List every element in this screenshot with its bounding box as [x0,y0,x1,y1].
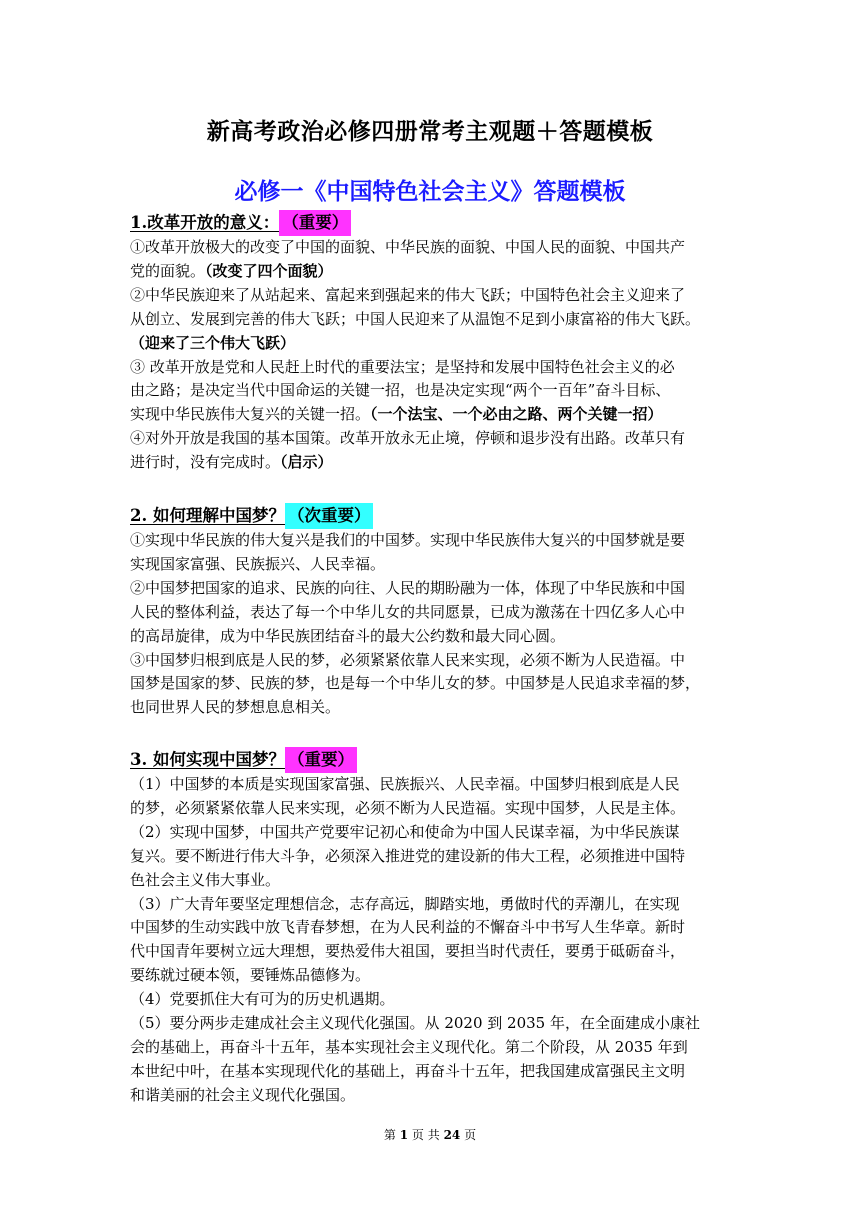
total-page-count: 24 [443,1128,461,1142]
body-line [130,672,740,696]
line-text: （5）要分两步走建成社会主义现代化强国。从 2020 到 2035 年，在全面建成小康社 [130,1014,700,1033]
line-text: ③中国梦归根到底是人民的梦，必须紧紧依靠人民来实现，必须不断为人民造福。中 [130,650,686,669]
line-text: （1）中国梦的本质是实现国家富强、民族振兴、人民幸福。中国梦归根到底是人民 [130,775,680,793]
line-text: 色社会主义伟大事业。 [130,870,281,889]
line-text: 要练就过硬本领，要锤炼品德修为。 [130,966,371,985]
line-text: ②中华民族迎来了从站起来、富起来到强起来的伟大飞跃；中国特色社会主义迎来了 [130,285,686,304]
body-line [130,308,740,332]
body-line [130,696,740,720]
section-heading-text: 1.改革开放的意义： [130,213,280,232]
section-heading [130,503,740,529]
body-line [130,284,740,308]
line-text: 实现国家富强、民族振兴、人民幸福。 [130,554,386,573]
document-subtitle: 必修一《中国特色社会主义》答题模板 [234,179,626,205]
body-line [130,988,740,1012]
importance-tag: （次重要） [285,503,374,529]
body-line [130,773,740,797]
section-heading [130,210,740,236]
line-text: ①改革开放极大的改变了中国的面貌、中华民族的面貌、中国人民的面貌、中国共产 [130,238,686,256]
body-line [130,553,740,577]
footer-text: 页 [464,1128,477,1142]
body-line [130,649,740,673]
line-text: 的高昂旋律，成为中华民族团结奋斗的最大公约数和最大同心圆。 [130,626,566,645]
line-text: 中国梦的生动实践中放飞青春梦想，在为人民利益的不懈奋斗中书写人生华章。新时 [130,918,686,937]
line-text: （2）实现中国梦，中国共产党要牢记初心和使命为中国人民谋幸福，为中华民族谋 [130,822,680,841]
section-1 [130,210,740,475]
line-bold-note: （迎来了三个伟大飞跃） [130,333,296,352]
body-line [130,427,740,451]
line-text: 和谐美丽的社会主义现代化强国。 [130,1085,356,1104]
line-text: 实现中华民族伟大复兴的关键一招。 [130,405,371,424]
body-line [130,332,740,356]
body-line [130,869,740,893]
body-line [130,797,740,821]
body-line [130,601,740,625]
page-footer [0,1126,860,1143]
line-text: ④对外开放是我国的基本国策。改革开放永无止境，停顿和退步没有出路。改革只有 [130,429,686,448]
body-line [130,625,740,649]
line-text: 会的基础上，再奋斗十五年，基本实现社会主义现代化。第二个阶段，从 2035 年到 [130,1037,688,1056]
body-line [130,577,740,601]
line-text: 也同世界人民的梦想息息相关。 [130,698,341,717]
line-text: ③ 改革开放是党和人民赶上时代的重要法宝；是坚持和发展中国特色社会主义的必 [130,357,675,376]
body-line [130,1012,740,1036]
line-text: 由之路；是决定当代中国命运的关键一招，也是决定实现“两个一百年”奋斗目标、 [130,381,671,400]
line-text: 的梦，必须紧紧依靠人民来实现，必须不断为人民造福。实现中国梦，人民是主体。 [130,798,686,817]
line-text: 复兴。要不断进行伟大斗争，必须深入推进党的建设新的伟大工程，必须推进中国特 [130,846,686,865]
section-body [130,773,740,1108]
body-line [130,236,740,260]
line-text: 党的面貌。 [130,261,206,280]
line-text: 进行时，没有完成时。 [130,453,281,472]
line-text: （3）广大青年要坚定理想信念，志存高远，脚踏实地，勇做时代的弄潮儿，在实现 [130,894,680,913]
footer-text: 第 [383,1128,396,1142]
section-heading [130,747,740,773]
importance-tag: （重要） [279,210,351,236]
body-line [130,403,740,427]
body-line [130,821,740,845]
section-2 [130,503,740,720]
current-page-number: 1 [399,1128,409,1142]
body-line [130,260,740,284]
body-line [130,916,740,940]
body-line [130,356,740,380]
line-text: ①实现中华民族的伟大复兴是我们的中国梦。实现中华民族伟大复兴的中国梦就是要 [130,531,686,549]
body-line [130,379,740,403]
line-text: （4）党要抓住大有可为的历史机遇期。 [130,990,395,1009]
body-line [130,940,740,964]
body-line [130,964,740,988]
section-body [130,236,740,475]
body-line [130,845,740,869]
line-text: 人民的整体利益，表达了每一个中华儿女的共同愿景，已成为激荡在十四亿多人心中 [130,602,686,621]
section-3 [130,747,740,1108]
line-text: 从创立、发展到完善的伟大飞跃；中国人民迎来了从温饱不足到小康富裕的伟大飞跃。 [130,309,701,328]
section-heading-text: 2. 如何理解中国梦？ [130,506,285,525]
line-bold-note: （改变了四个面貌） [205,261,333,280]
line-bold-note: （启示） [280,453,333,472]
section-heading-text: 3. 如何实现中国梦？ [130,750,285,769]
line-text: 本世纪中叶，在基本实现现代化的基础上，再奋斗十五年，把我国建成富强民主文明 [130,1061,686,1080]
section-body [130,529,740,720]
body-line [130,1084,740,1108]
body-line [130,1036,740,1060]
line-text: 代中国青年要树立远大理想，要热爱伟大祖国，要担当时代责任，要勇于砥砺奋斗， [130,942,686,961]
line-text: ②中国梦把国家的追求、民族的向往、人民的期盼融为一体，体现了中华民族和中国 [130,578,686,597]
importance-tag: （重要） [285,747,357,773]
line-bold-note: （一个法宝、一个必由之路、两个关键一招） [370,405,663,424]
footer-text: 页 共 [411,1128,440,1142]
body-line [130,893,740,917]
body-line [130,1060,740,1084]
body-line [130,451,740,475]
document-title: 新高考政治必修四册常考主观题＋答题模板 [206,119,654,145]
body-line [130,529,740,553]
line-text: 国梦是国家的梦、民族的梦，也是每一个中华儿女的梦。中国梦是人民追求幸福的梦， [130,674,701,693]
